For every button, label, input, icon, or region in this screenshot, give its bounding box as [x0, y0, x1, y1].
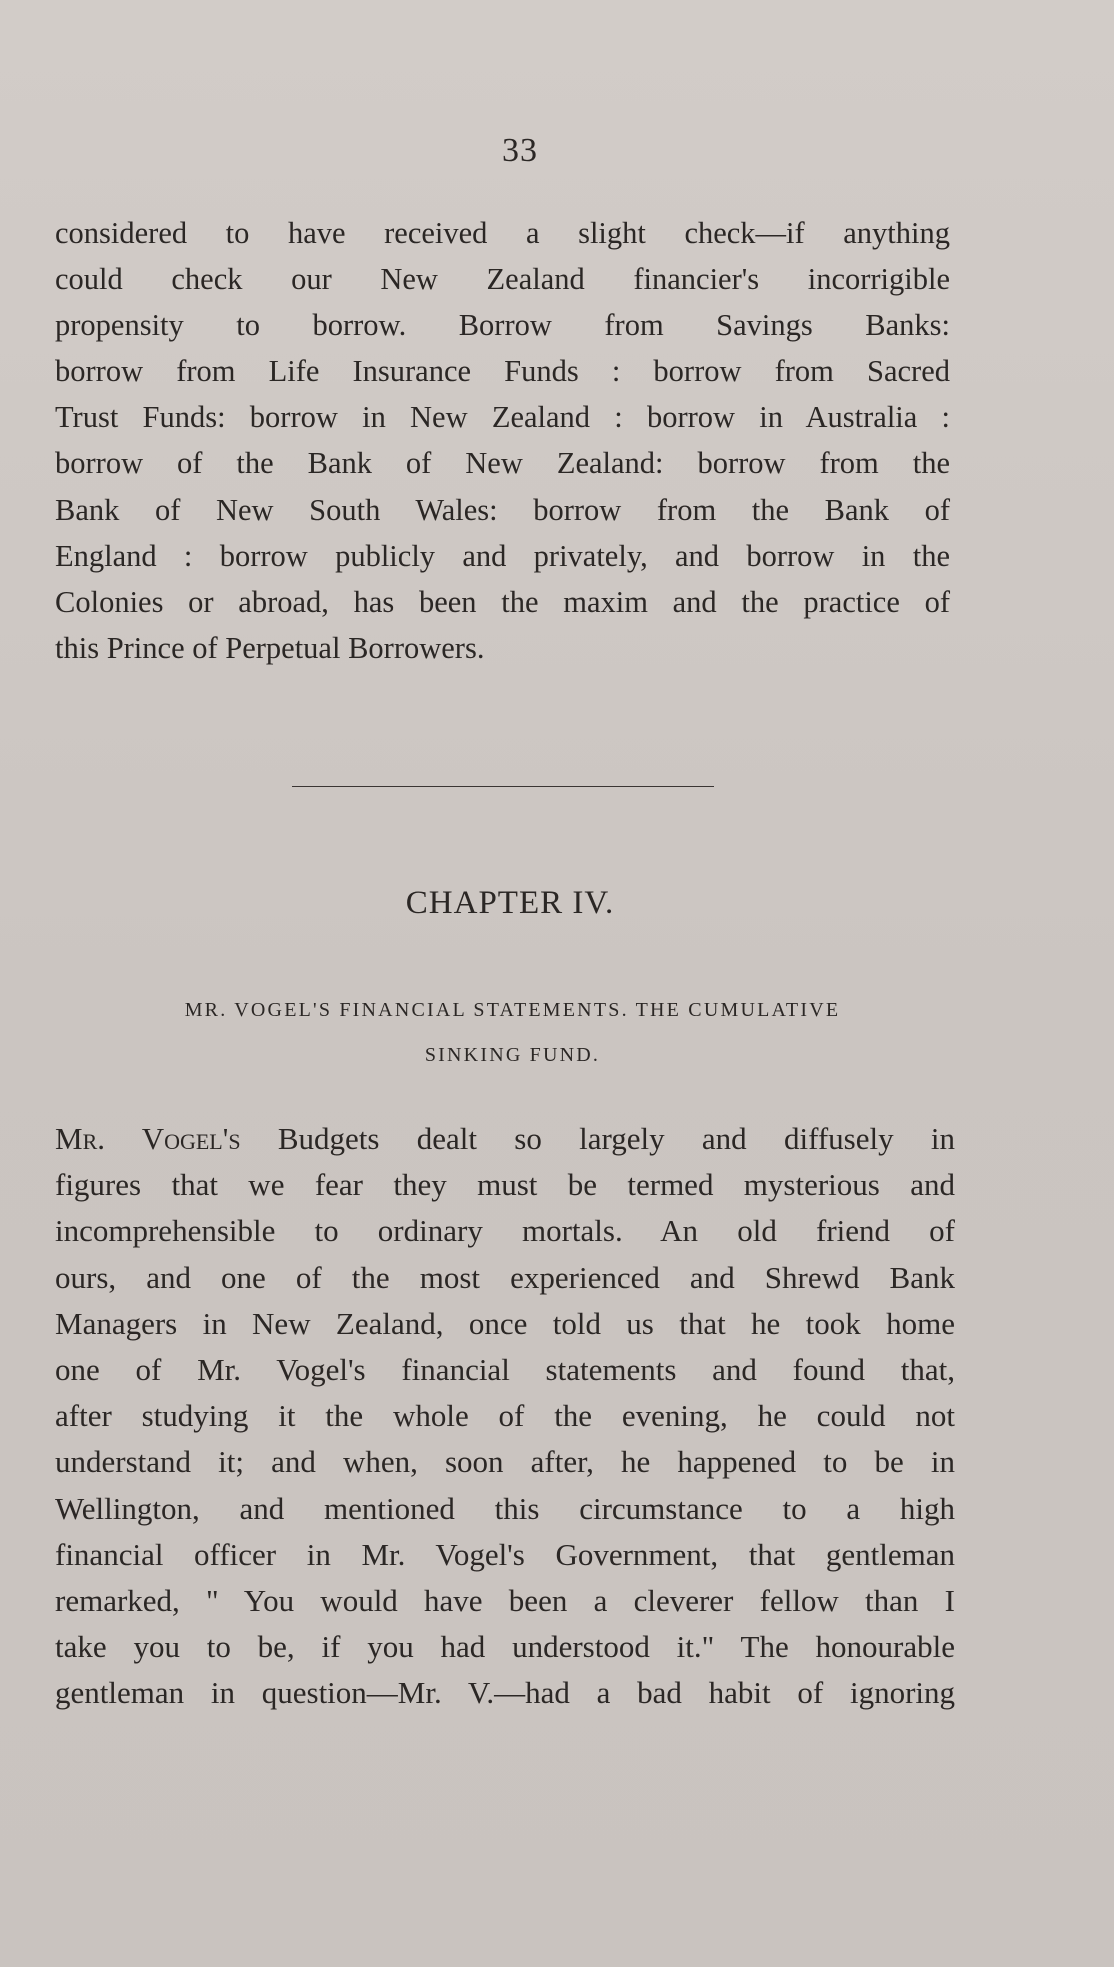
- chapter-body-paragraph: [55, 1116, 955, 1716]
- text-line: understand it; and when, soon after, he happened to be in: [55, 1444, 955, 1480]
- text-line: Colonies or abroad, has been the maxim and the practice of: [55, 584, 950, 619]
- chapter-heading: CHAPTER IV.: [405, 885, 615, 921]
- text-line: this Prince of Perpetual Borrowers.: [55, 630, 485, 665]
- text-line: borrow of the Bank of New Zealand: borrow from the: [55, 446, 950, 481]
- text-line: incomprehensible to ordinary mortals. An old friend of: [55, 1213, 955, 1249]
- text-line: take you to be, if you had understood it." The honourable: [55, 1629, 955, 1665]
- chapter-subtitle-line: SINKING FUND.: [424, 1044, 601, 1066]
- text-line: could check our New Zealand financier's incorrigible: [55, 262, 950, 297]
- text-line: considered to have received a slight check—if anything: [55, 216, 950, 250]
- text-line: Wellington, and mentioned this circumstance to a high: [55, 1490, 955, 1526]
- section-divider: [292, 786, 714, 787]
- text-line: figures that we fear they must be termed mysterious and: [55, 1167, 955, 1203]
- text-line: [55, 1116, 955, 1162]
- opening-small-caps: Mr. Vogel's: [55, 1121, 241, 1156]
- chapter-subtitle-line: MR. VOGEL'S FINANCIAL STATEMENTS. THE CUMULATIVE: [184, 999, 841, 1021]
- text-line: Bank of New South Wales: borrow from the Bank of: [55, 492, 950, 527]
- text-line: ours, and one of the most experienced and Shrewd Bank: [55, 1259, 955, 1295]
- text-line: England : borrow publicly and privately, and borrow in the: [55, 538, 950, 573]
- text-line: gentleman in question—Mr. V.—had a bad habit of ignoring: [55, 1675, 955, 1711]
- text-line: remarked, " You would have been a cleverer fellow than I: [55, 1582, 955, 1618]
- text-line: Trust Funds: borrow in New Zealand : borrow in Australia :: [55, 400, 950, 435]
- paragraph-continuation: [55, 210, 950, 671]
- chapter-subtitle: [70, 988, 955, 1078]
- text-line: one of Mr. Vogel's financial statements and found that,: [55, 1351, 955, 1387]
- text-line: borrow from Life Insurance Funds : borrow from Sacred: [55, 354, 950, 389]
- text-line: propensity to borrow. Borrow from Savings Banks:: [55, 308, 950, 343]
- text-line: after studying it the whole of the evening, he could not: [55, 1398, 955, 1434]
- page-number: 33: [502, 132, 538, 169]
- text-line: financial officer in Mr. Vogel's Government, that gentleman: [55, 1536, 955, 1572]
- text-line-rest: Budgets dealt so largely and diffusely in: [240, 1121, 955, 1156]
- text-line: Managers in New Zealand, once told us that he took home: [55, 1305, 955, 1341]
